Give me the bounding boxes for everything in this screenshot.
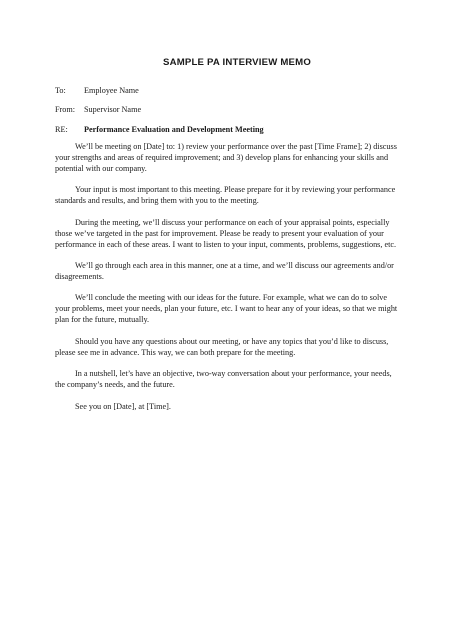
re-label: RE: bbox=[55, 125, 68, 134]
paragraph: Should you have any questions about our meeting, or have any topics that you’d like to discuss, please see me in advance. This way, we can both prepare for the meeting. bbox=[55, 336, 389, 357]
memo-title: SAMPLE PA INTERVIEW MEMO bbox=[162, 57, 311, 68]
re-value: Performance Evaluation and Development Meeting bbox=[84, 125, 264, 134]
re-line bbox=[55, 124, 264, 135]
paragraph: We’ll conclude the meeting with our ideas for the future. For example, what we can do to solve your problems, meet your needs, plan your future, etc. I want to hear any of your ideas, so that we might plan for the future, mutually. bbox=[55, 293, 398, 325]
from-label: From: bbox=[55, 105, 76, 114]
to-line bbox=[55, 85, 139, 96]
paragraph: We’ll be meeting on [Date] to: 1) review your performance over the past [Time Frame]; 2) discuss your strengths and areas of required improvement; and 3) develop plans for enhancing your skills and potential with our company. bbox=[55, 142, 397, 173]
paragraph: During the meeting, we’ll discuss your performance on each of your appraisal points, especially those we’ve targeted in the past for improvement. Please be ready to present your evaluation of your performance in each of these areas. I want to listen to your input, comments, problems, suggestions, etc. bbox=[55, 217, 397, 249]
paragraph: See you on [Date], at [Time]. bbox=[75, 401, 171, 411]
to-value: Employee Name bbox=[84, 86, 139, 95]
from-line bbox=[55, 104, 141, 115]
to-label: To: bbox=[55, 86, 66, 95]
from-value: Supervisor Name bbox=[84, 105, 142, 114]
paragraph: Your input is most important to this meeting. Please prepare for it by reviewing your performance standards and results, and bring them with you to the meeting. bbox=[55, 185, 396, 206]
memo-body bbox=[55, 142, 420, 423]
paragraph: We’ll go through each area in this manner, one at a time, and we’ll discuss our agreements and/or disagreements. bbox=[55, 261, 394, 281]
paragraph: In a nutshell, let’s have an objective, two-way conversation about your performance, your needs, the company’s needs, and the future. bbox=[55, 369, 392, 390]
